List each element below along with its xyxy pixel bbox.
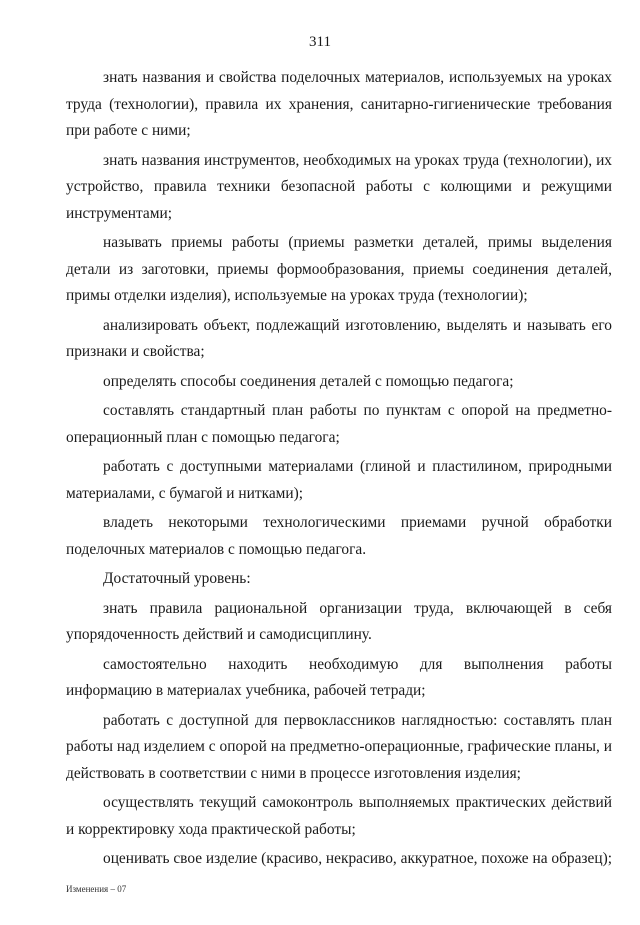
paragraph: оценивать свое изделие (красиво, некрасиво, аккуратное, похоже на образец); [103, 850, 612, 867]
paragraph: анализировать объект, подлежащий изготовлению, выделять и называть его признаки и свойства; [66, 316, 612, 360]
paragraph: владеть некоторыми технологическими приемами ручной обработки поделочных материалов с помощью педагога. [66, 514, 612, 558]
paragraph: самостоятельно находить необходимую для выполнения работы информацию в материалах учебника, рабочей тетради; [66, 655, 612, 699]
paragraph: знать названия и свойства поделочных материалов, используемых на уроках труда (технологии), правила их хранения, санитарно-гигиенические требования при работе с ними; [66, 69, 612, 139]
paragraph: определять способы соединения деталей с помощью педагога; [103, 372, 514, 390]
footer-revision-note: Изменения – 07 [66, 884, 127, 894]
paragraph: составлять стандартный план работы по пунктам с опорой на предметно-операционный план с помощью педагога; [66, 402, 612, 446]
paragraph: работать с доступными материалами (глиной и пластилином, природными материалами, с бумагой и нитками); [66, 458, 612, 502]
paragraph: осуществлять текущий самоконтроль выполняемых практических действий и корректировку хода практической работы; [66, 794, 612, 838]
section-heading: Достаточный уровень: [103, 570, 251, 587]
paragraph: называть приемы работы (приемы разметки деталей, примы выделения детали из заготовки, приемы формообразования, приемы соединения деталей, примы отделки изделия), используемые на уроках труда (технологии); [66, 234, 612, 304]
paragraph: работать с доступной для первоклассников наглядностью: составлять план работы над изделием с опорой на предметно-операционные, графические планы, и действовать в соответствии с ними в процессе изготовления изделия; [66, 711, 612, 782]
document-body [66, 65, 612, 876]
page-number: 311 [309, 34, 331, 50]
paragraph: знать названия инструментов, необходимых на уроках труда (технологии), их устройство, правила техники безопасной работы с колющими и режущими инструментами; [66, 151, 612, 222]
paragraph: знать правила рациональной организации труда, включающей в себя упорядоченность действий и самодисциплину. [66, 599, 612, 643]
